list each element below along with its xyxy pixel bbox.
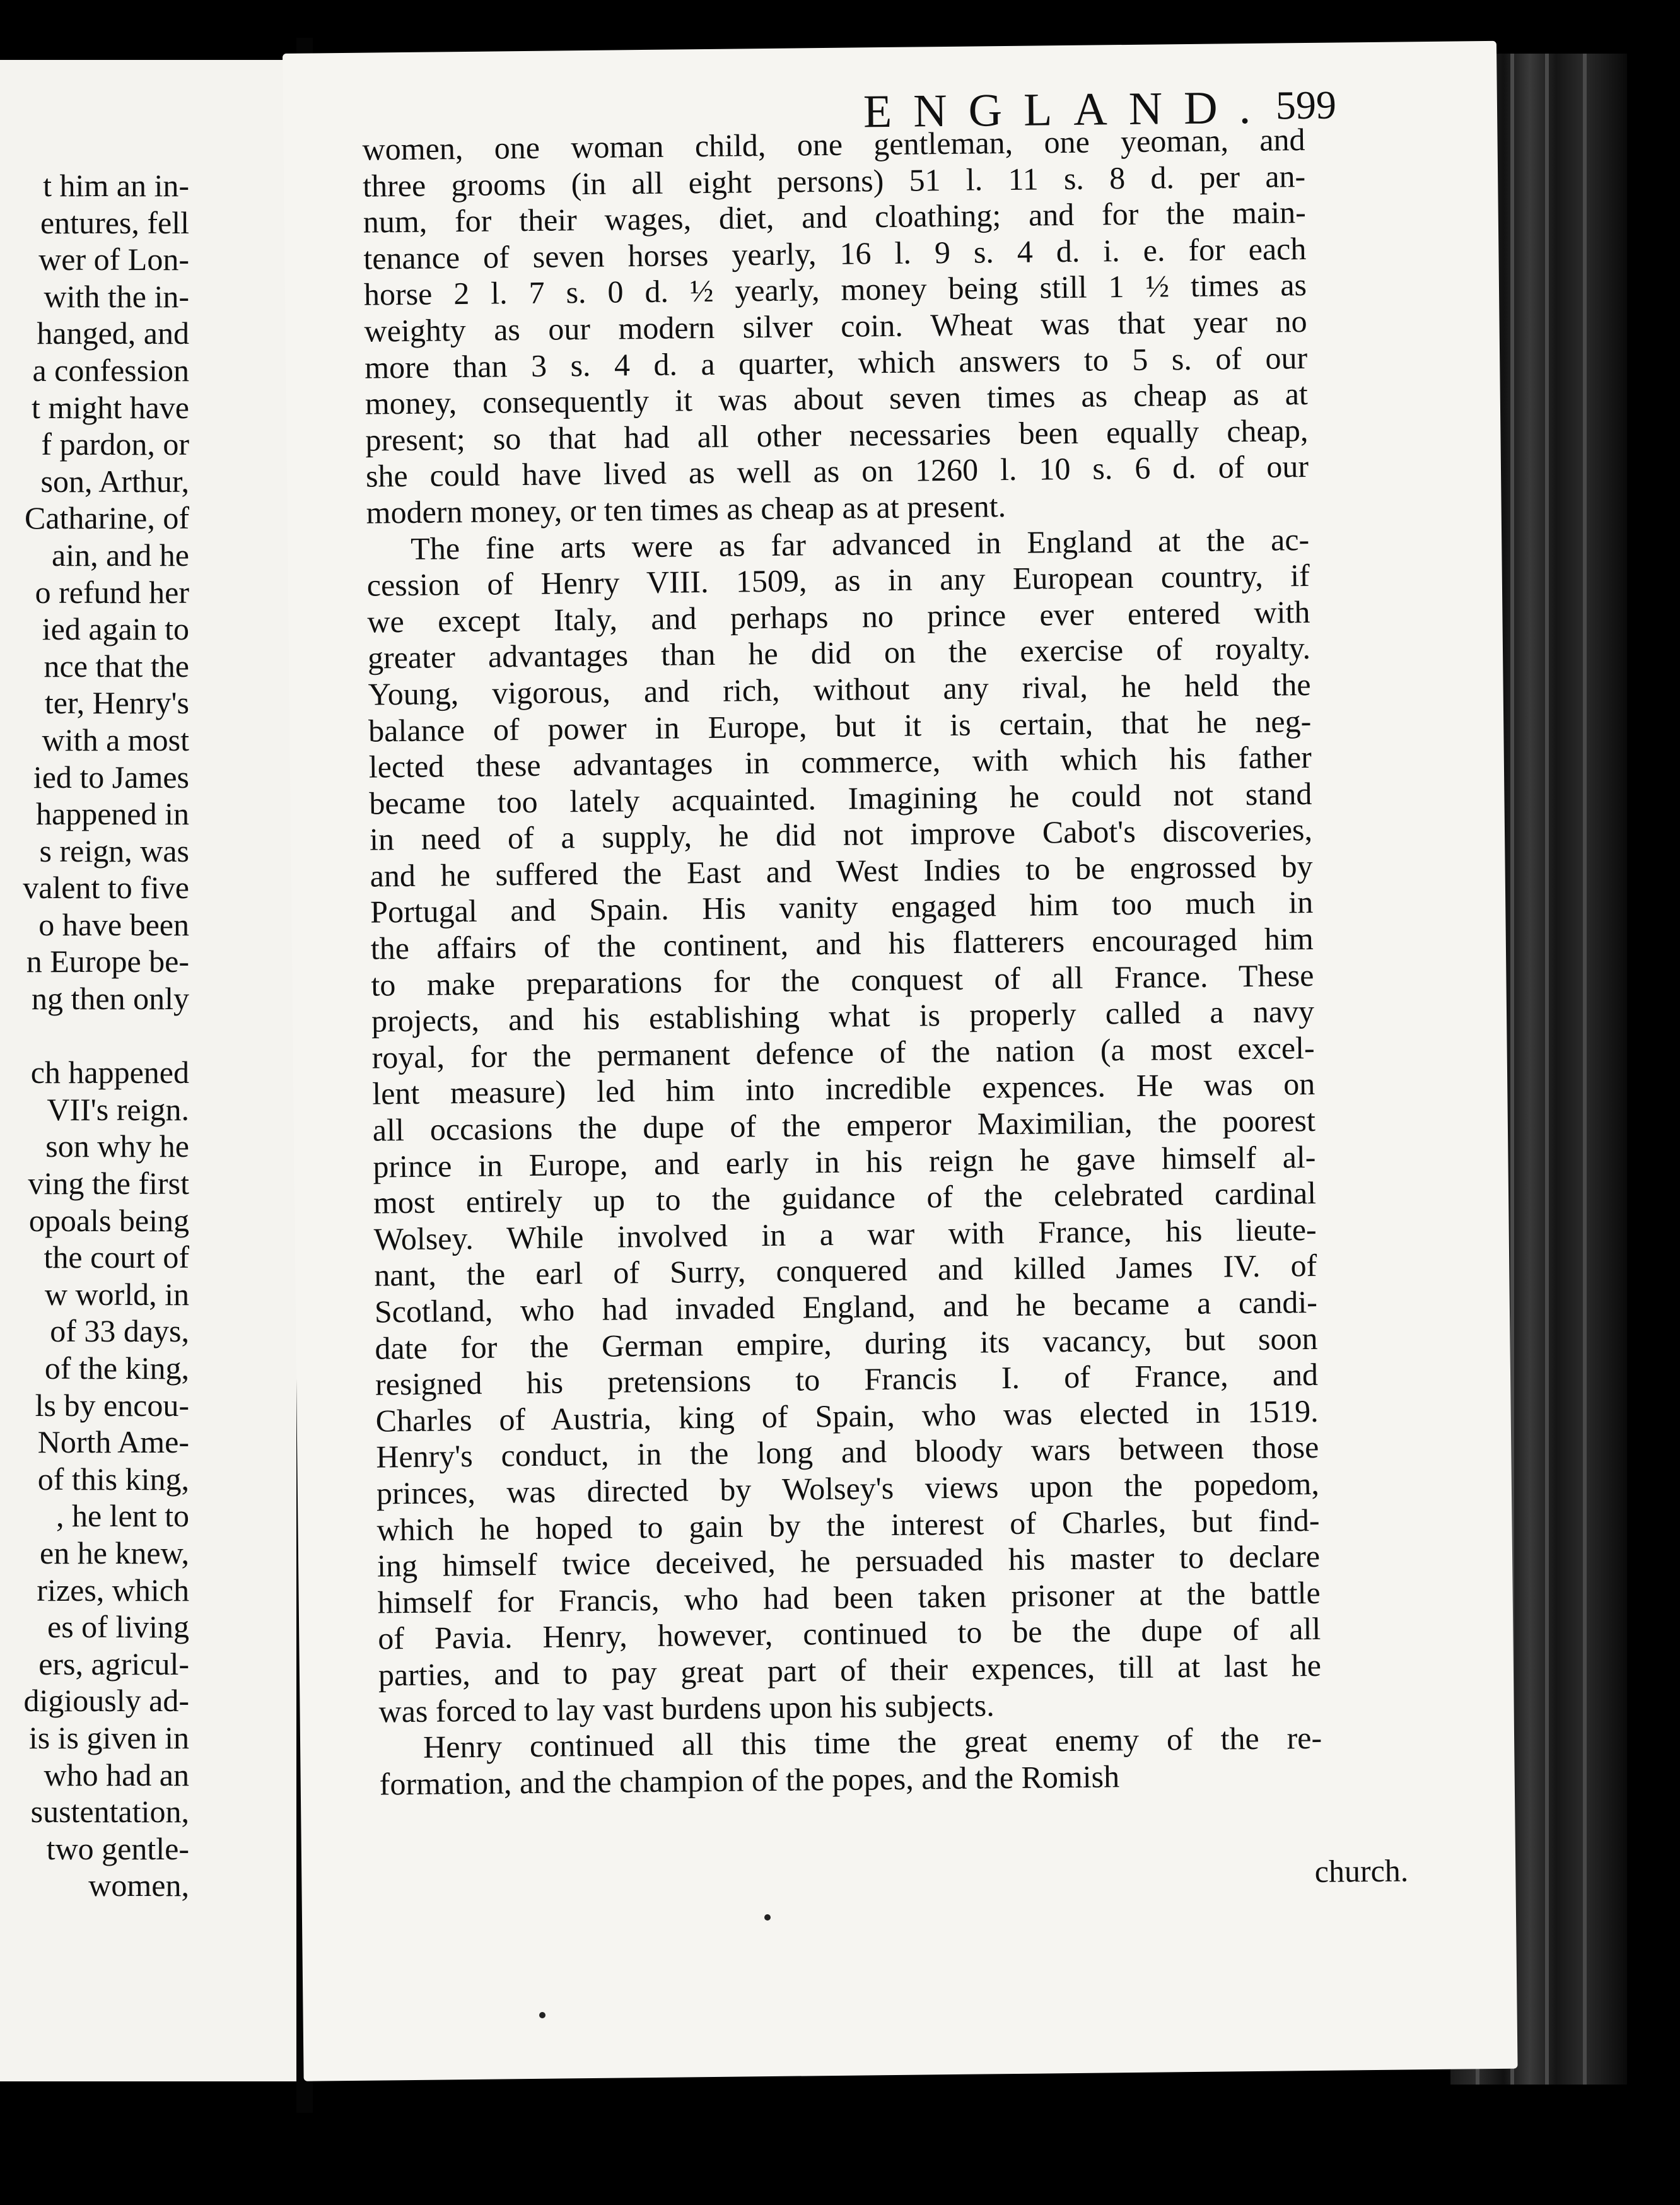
text-line: horse 2 l. 7 s. 0 d. ½ yearly, money being still 1 ½ times as xyxy=(363,267,1307,313)
left-page-line: happened in xyxy=(36,796,189,832)
left-page-line: ain, and he xyxy=(52,537,189,573)
left-page-line: son why he xyxy=(45,1128,189,1164)
left-page-line: nce that the xyxy=(44,648,189,684)
text-line: Portugal and Spain. His vanity engaged him too much in xyxy=(370,884,1314,930)
text-line: lected these advantages in commerce, with which his father xyxy=(368,739,1312,785)
left-page-line: t might have xyxy=(32,389,189,425)
text-line: women, one woman child, one gentleman, one yeoman, and xyxy=(362,122,1305,167)
text-line: Young, vigorous, and rich, without any rival, he held the xyxy=(368,666,1311,712)
text-line: we except Italy, and perhaps no prince ever entered with xyxy=(367,594,1310,640)
text-line: Henry continued all this time the great enemy of the re- xyxy=(423,1720,1322,1765)
left-page-line: women, xyxy=(88,1868,189,1904)
text-line: princes, was directed by Wolsey's views upon the popedom, xyxy=(376,1465,1320,1511)
left-page-line: ch happened xyxy=(30,1055,189,1091)
left-page-line: the court of xyxy=(44,1239,189,1275)
left-page-line: wer of Lon- xyxy=(38,242,189,278)
left-page-line: sustentation, xyxy=(30,1794,189,1830)
text-line: cession of Henry VIII. 1509, as in any European country, if xyxy=(366,558,1310,603)
left-page-line: s reign, was xyxy=(39,833,189,869)
text-line: all occasions the dupe of the emperor Maximilian, the poorest xyxy=(372,1102,1316,1148)
left-page-line: VII's reign. xyxy=(47,1091,189,1127)
left-page-line: of 33 days, xyxy=(50,1313,189,1349)
text-line: num, for their wages, diet, and cloathing; and for the main- xyxy=(363,194,1307,240)
left-page-line: with the in- xyxy=(44,278,189,314)
text-line: was forced to lay vast burdens upon his subjects. xyxy=(378,1687,995,1729)
text-line: parties, and to pay great part of their expences, till at last he xyxy=(378,1647,1322,1693)
left-page-line: ng then only xyxy=(32,981,189,1017)
left-page-line: ied to James xyxy=(33,759,189,795)
text-line: she could have lived as well as on 1260 l. 10 s. 6 d. of our xyxy=(365,448,1309,494)
page-number: 599 xyxy=(1275,82,1337,128)
left-page-line: who had an xyxy=(44,1757,189,1793)
text-line: Henry's conduct, in the long and bloody wars between those xyxy=(376,1429,1319,1475)
text-line: royal, for the permanent defence of the nation (a most excel- xyxy=(371,1029,1315,1075)
left-page-line: Catharine, of xyxy=(24,500,189,536)
left-page-line: ter, Henry's xyxy=(44,685,189,721)
left-page-text xyxy=(0,167,189,1904)
text-line: balance of power in Europe, but it is certain, that he neg- xyxy=(368,703,1312,749)
text-line: lent measure) led him into incredible expences. He was on xyxy=(371,1066,1315,1112)
left-page-line: , he lent to xyxy=(55,1498,189,1534)
text-line: Scotland, who had invaded England, and he became a candi- xyxy=(374,1284,1318,1330)
text-line: nant, the earl of Surry, conquered and killed James IV. of xyxy=(373,1248,1317,1293)
left-page-line: ied again to xyxy=(42,611,189,647)
text-line: greater advantages than he did on the exercise of royalty. xyxy=(367,630,1311,676)
left-page-line xyxy=(0,1017,189,1055)
left-page-line: o refund her xyxy=(35,574,189,610)
left-page-line: ving the first xyxy=(28,1166,189,1202)
text-line: became too lately acquainted. Imagining he could not stand xyxy=(369,775,1312,821)
text-line: Charles of Austria, king of Spain, who was elected in 1519. xyxy=(375,1393,1319,1439)
left-page-line: North Ame- xyxy=(37,1424,189,1460)
text-line: himself for Francis, who had been taken prisoner at the battle xyxy=(377,1574,1321,1620)
text-line: projects, and his establishing what is properly called a navy xyxy=(371,993,1315,1039)
text-line: the affairs of the continent, and his flatterers encouraged him xyxy=(370,921,1314,966)
right-page xyxy=(283,41,1518,2081)
left-page-line: two gentle- xyxy=(46,1830,189,1866)
text-line: prince in Europe, and early in his reign he gave himself al- xyxy=(373,1138,1316,1184)
left-page-line: ers, agricul- xyxy=(38,1646,189,1682)
text-line: present; so that had all other necessaries been equally cheap, xyxy=(365,412,1309,458)
left-page-line: ls by encou- xyxy=(35,1387,189,1423)
left-page-line: n Europe be- xyxy=(26,944,189,980)
text-line: most entirely up to the guidance of the celebrated cardinal xyxy=(373,1175,1317,1220)
ink-speck xyxy=(764,1914,771,1921)
text-line: money, consequently it was about seven times as cheap as at xyxy=(365,376,1309,421)
left-page-line: of the king, xyxy=(44,1350,189,1386)
text-line: which he hoped to gain by the interest of Charles, but find- xyxy=(376,1502,1320,1548)
left-page-line: t him an in- xyxy=(43,168,189,203)
text-line: formation, and the champion of the popes, and the Romish xyxy=(379,1758,1120,1802)
left-page-line: hanged, and xyxy=(37,315,189,351)
text-line: Wolsey. While involved in a war with France, his lieute- xyxy=(373,1211,1317,1257)
left-page xyxy=(0,60,296,2081)
text-line: to make preparations for the conquest of all France. These xyxy=(371,957,1314,1003)
left-page-line: o have been xyxy=(38,906,189,942)
running-head: ENGLAND. xyxy=(863,81,1273,138)
text-line: The fine arts were as far advanced in England at the ac- xyxy=(410,521,1310,566)
ink-speck xyxy=(539,2012,545,2018)
left-page-line: entures, fell xyxy=(40,204,189,240)
left-page-line: f pardon, or xyxy=(41,426,189,462)
text-line: modern money, or ten times as cheap as at present. xyxy=(366,488,1006,530)
text-line: and he suffered the East and West Indies to be engrossed by xyxy=(370,848,1313,894)
left-page-line: of this king, xyxy=(37,1461,189,1497)
text-line: resigned his pretensions to Francis I. of France, and xyxy=(375,1357,1319,1402)
left-page-line: with a most xyxy=(42,722,189,757)
left-page-line: w world, in xyxy=(44,1276,189,1312)
left-page-line: en he knew, xyxy=(40,1535,189,1570)
left-page-line: opoals being xyxy=(28,1202,189,1238)
left-page-line: es of living xyxy=(47,1609,189,1645)
left-page-line: son, Arthur, xyxy=(40,463,189,499)
left-page-line: valent to five xyxy=(23,870,189,906)
text-line: in need of a supply, he did not improve Cabot's discoveries, xyxy=(369,812,1313,857)
text-line: tenance of seven horses yearly, 16 l. 9 s. 4 d. i. e. for each xyxy=(363,230,1307,276)
page-body-text xyxy=(362,122,1322,1803)
text-line: more than 3 s. 4 d. a quarter, which answers to 5 s. of our xyxy=(364,339,1308,385)
left-page-line: a confession xyxy=(32,352,189,388)
text-line: three grooms (in all eight persons) 51 l. 11 s. 8 d. per an- xyxy=(362,158,1306,204)
left-page-line: is is given in xyxy=(28,1719,189,1755)
text-line: ing himself twice deceived, he persuaded his master to declare xyxy=(376,1538,1321,1584)
left-page-line: rizes, which xyxy=(37,1572,189,1608)
catchword: church. xyxy=(1314,1852,1409,1890)
text-line: of Pavia. Henry, however, continued to be the dupe of all xyxy=(378,1611,1321,1656)
left-page-line: digiously ad- xyxy=(23,1683,189,1719)
text-line: date for the German empire, during its vacancy, but soon xyxy=(375,1320,1318,1366)
text-line: weighty as our modern silver coin. Wheat was that year no xyxy=(364,303,1307,349)
